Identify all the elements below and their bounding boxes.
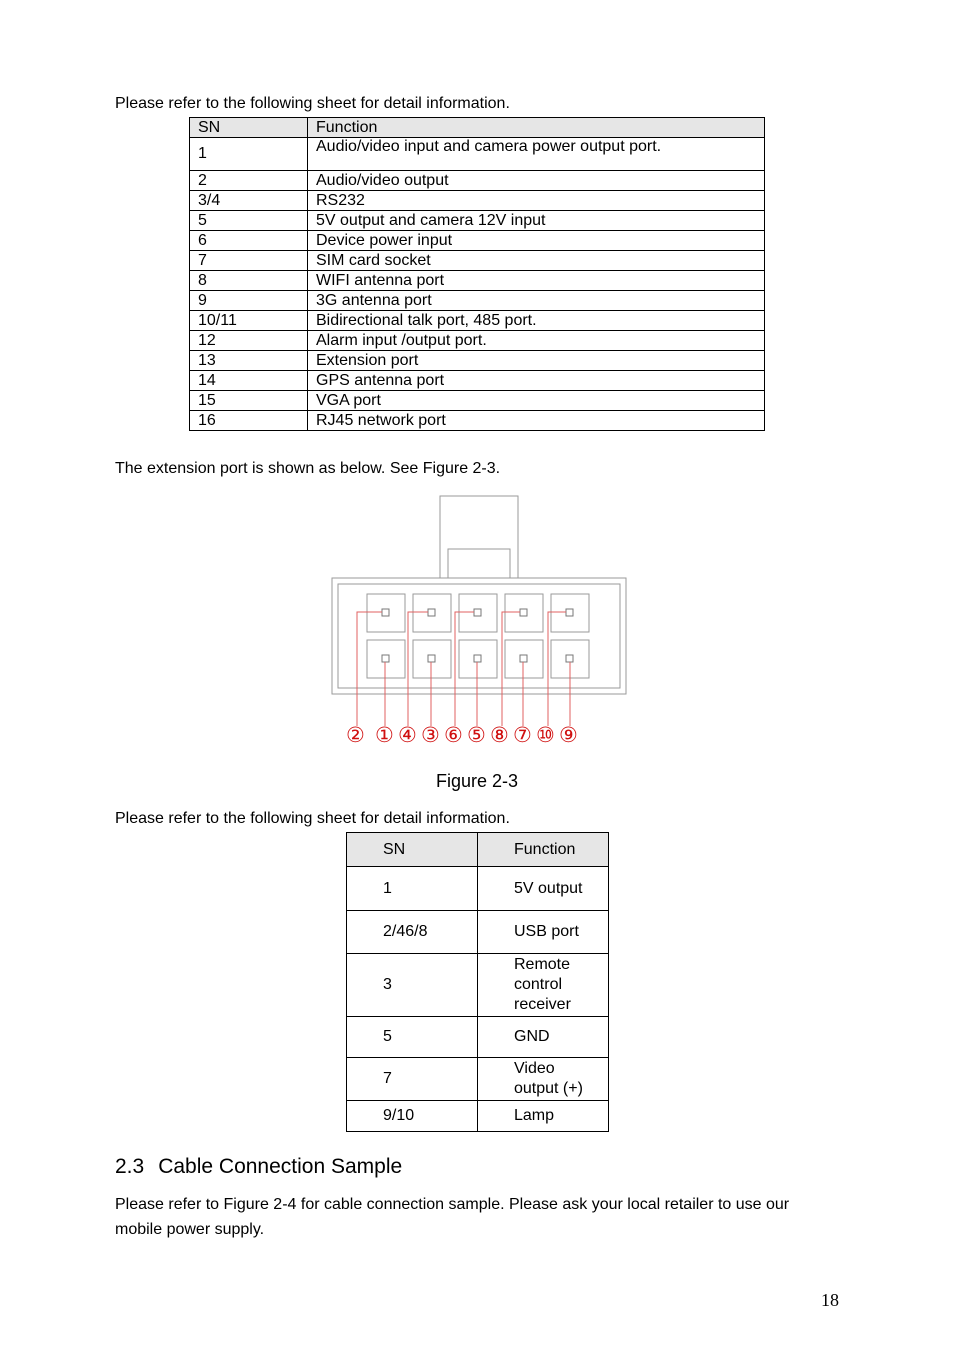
pin-label: ③ xyxy=(421,724,440,747)
table-row xyxy=(190,391,765,411)
cell-function: Remote control receiver xyxy=(478,954,609,1017)
table-header-row xyxy=(347,833,609,867)
pin-label: ⑧ xyxy=(490,724,509,747)
table-row xyxy=(190,211,765,231)
header-sn: SN xyxy=(190,118,308,138)
cell-sn: 2/46/8 xyxy=(347,911,478,954)
section-number: 2.3 xyxy=(115,1155,145,1178)
pin-grid xyxy=(367,594,589,678)
cell-sn: 3/4 xyxy=(190,191,308,211)
cell-function: Device power input xyxy=(308,231,765,251)
section-body-line-2: mobile power supply. xyxy=(115,1221,265,1238)
table-row xyxy=(190,231,765,251)
cell-function: WIFI antenna port xyxy=(308,271,765,291)
table-row xyxy=(190,271,765,291)
table-row xyxy=(190,138,765,171)
cell-sn: 9/10 xyxy=(347,1101,478,1132)
table-row xyxy=(347,1058,609,1101)
cell-function: GPS antenna port xyxy=(308,371,765,391)
pin-label: ④ xyxy=(398,724,417,747)
cell-function: USB port xyxy=(478,911,609,954)
cell-sn: 8 xyxy=(190,271,308,291)
section-heading xyxy=(115,1155,402,1179)
cell-function: RJ45 network port xyxy=(308,411,765,431)
table-row xyxy=(190,191,765,211)
connector-latch xyxy=(448,549,510,578)
connector-tab-outline xyxy=(440,496,518,578)
table-row xyxy=(190,371,765,391)
section-title: Cable Connection Sample xyxy=(158,1155,403,1178)
intro-text-2: Please refer to the following sheet for detail information. xyxy=(115,810,510,827)
port-function-table xyxy=(189,117,765,431)
cell-sn: 1 xyxy=(347,867,478,911)
cell-function: Audio/video output xyxy=(308,171,765,191)
cell-function: 5V output xyxy=(478,867,609,911)
section-body-line-1: Please refer to Figure 2-4 for cable connection sample. Please ask your local retailer to use our xyxy=(115,1196,790,1213)
cell-sn: 5 xyxy=(347,1017,478,1058)
pin-label: ⑤ xyxy=(467,724,486,747)
table-row xyxy=(190,171,765,191)
page-number: 18 xyxy=(821,1290,839,1310)
cell-sn: 16 xyxy=(190,411,308,431)
table-row xyxy=(347,954,609,1017)
cell-function: Bidirectional talk port, 485 port. xyxy=(308,311,765,331)
pin-label: ① xyxy=(375,724,394,747)
cell-function: 3G antenna port xyxy=(308,291,765,311)
cell-function: SIM card socket xyxy=(308,251,765,271)
cell-sn: 7 xyxy=(190,251,308,271)
figure-caption: Figure 2-3 xyxy=(435,771,519,791)
table-row xyxy=(190,411,765,431)
header-sn: SN xyxy=(347,833,478,867)
cell-function: GND xyxy=(478,1017,609,1058)
pin-label: ⑥ xyxy=(444,724,463,747)
table-row xyxy=(190,351,765,371)
cell-sn: 2 xyxy=(190,171,308,191)
cell-sn: 12 xyxy=(190,331,308,351)
pin-label: ⑦ xyxy=(513,724,532,747)
cell-sn: 15 xyxy=(190,391,308,411)
table-row xyxy=(347,1101,609,1132)
header-function: Function xyxy=(478,833,609,867)
cell-function: Alarm input /output port. xyxy=(308,331,765,351)
cell-sn: 1 xyxy=(190,138,308,171)
cell-function: Video output (+) xyxy=(478,1058,609,1101)
cell-sn: 7 xyxy=(347,1058,478,1101)
cell-function: RS232 xyxy=(308,191,765,211)
pin-label: ② xyxy=(346,724,365,747)
cell-sn: 9 xyxy=(190,291,308,311)
pin-label: ⑨ xyxy=(559,724,578,747)
pin-label: ⑩ xyxy=(536,724,555,747)
table-row xyxy=(347,867,609,911)
intro-text-1: Please refer to the following sheet for detail information. xyxy=(115,95,510,112)
cell-sn: 10/11 xyxy=(190,311,308,331)
cell-sn: 13 xyxy=(190,351,308,371)
table-row xyxy=(190,311,765,331)
table-row xyxy=(190,291,765,311)
table-header-row xyxy=(190,118,765,138)
cell-sn: 14 xyxy=(190,371,308,391)
cell-function: Audio/video input and camera power output port. xyxy=(308,138,765,171)
cell-sn: 3 xyxy=(347,954,478,1017)
extension-port-diagram xyxy=(330,494,630,752)
table-row xyxy=(190,331,765,351)
table-row xyxy=(190,251,765,271)
header-function: Function xyxy=(308,118,765,138)
extension-pin-table xyxy=(346,832,609,1132)
table-row xyxy=(347,911,609,954)
cell-function: VGA port xyxy=(308,391,765,411)
cell-sn: 5 xyxy=(190,211,308,231)
cell-function: Lamp xyxy=(478,1101,609,1132)
cell-function: Extension port xyxy=(308,351,765,371)
table-row xyxy=(347,1017,609,1058)
cell-function: 5V output and camera 12V input xyxy=(308,211,765,231)
extension-port-text: The extension port is shown as below. See Figure 2-3. xyxy=(115,460,501,477)
cell-sn: 6 xyxy=(190,231,308,251)
